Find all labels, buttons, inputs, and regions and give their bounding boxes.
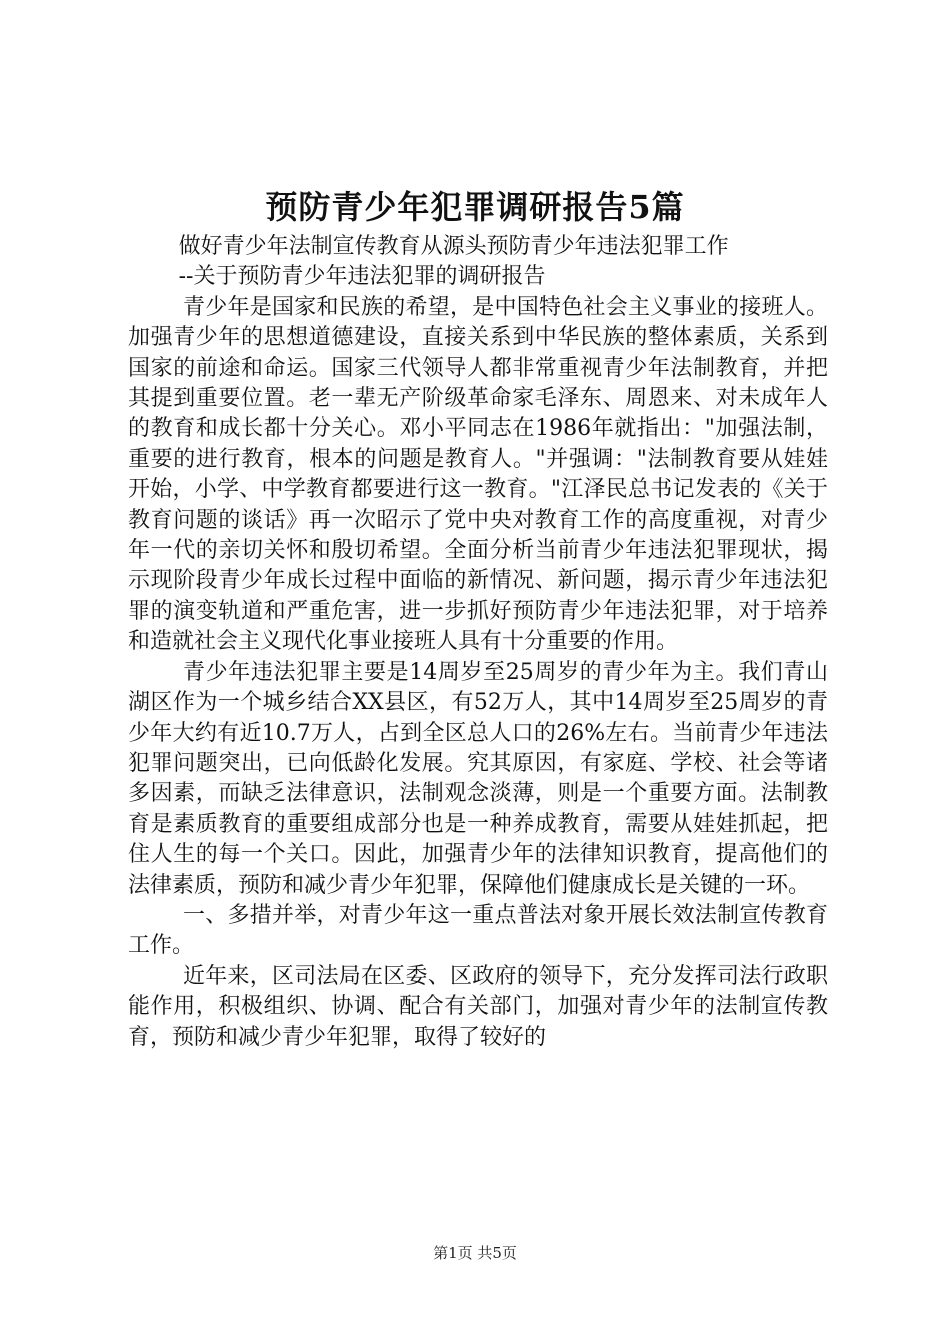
document-title: 预防青少年犯罪调研报告5篇 xyxy=(265,188,685,226)
document-body xyxy=(128,232,828,1053)
paragraph-1: 青少年是国家和民族的希望，是中国特色社会主义事业的接班人。加强青少年的思想道德建设，直接关系到中华民族的整体素质，关系到国家的前途和命运。国家三代领导人都非常重视青少年法制教育，并把其提到重要位置。老一辈无产阶级革命家毛泽东、周恩来、对未成年人的教育和成长都十分关心。邓小平同志在1986年就指出："加强法制，重要的进行教育，根本的问题是教育人。"并强调："法制教育要从娃娃开始，小学、中学教育都要进行这一教育。"江泽民总书记发表的《关于教育问题的谈话》再一次昭示了党中央对教育工作的高度重视，对青少年一代的亲切关怀和殷切希望。全面分析当前青少年违法犯罪现状，揭示现阶段青少年成长过程中面临的新情况、新问题，揭示青少年违法犯罪的演变轨道和严重危害，进一步抓好预防青少年违法犯罪，对于培养和造就社会主义现代化事业接班人具有十分重要的作用。 xyxy=(128,294,828,655)
page-footer: 第1页 共5页 xyxy=(433,1244,517,1262)
subtitle-line-1: 做好青少年法制宣传教育从源头预防青少年违法犯罪工作 xyxy=(178,234,729,259)
section-heading-1: 一、多措并举，对青少年这一重点普法对象开展长效法制宣传教育工作。 xyxy=(128,902,828,959)
subtitle-line-2: --关于预防青少年违法犯罪的调研报告 xyxy=(178,264,546,290)
paragraph-2: 青少年违法犯罪主要是14周岁至25周岁的青少年为主。我们青山湖区作为一个城乡结合XX县区，有52万人，其中14周岁至25周岁的青少年大约有近10.7万人，占到全区总人口的26%左右。当前青少年违法犯罪问题突出，已向低龄化发展。究其原因，有家庭、学校、社会等诸多因素，而缺乏法律意识，法制观念淡薄，则是一个重要方面。法制教育是素质教育的重要组成部分也是一种养成教育，需要从娃娃抓起，把住人生的每一个关口。因此，加强青少年的法律知识教育，提高他们的法律素质，预防和减少青少年犯罪，保障他们健康成长是关键的一环。 xyxy=(128,659,828,898)
paragraph-3: 近年来，区司法局在区委、区政府的领导下，充分发挥司法行政职能作用，积极组织、协调、配合有关部门，加强对青少年的法制宣传教育，预防和减少青少年犯罪，取得了较好的 xyxy=(128,963,828,1050)
